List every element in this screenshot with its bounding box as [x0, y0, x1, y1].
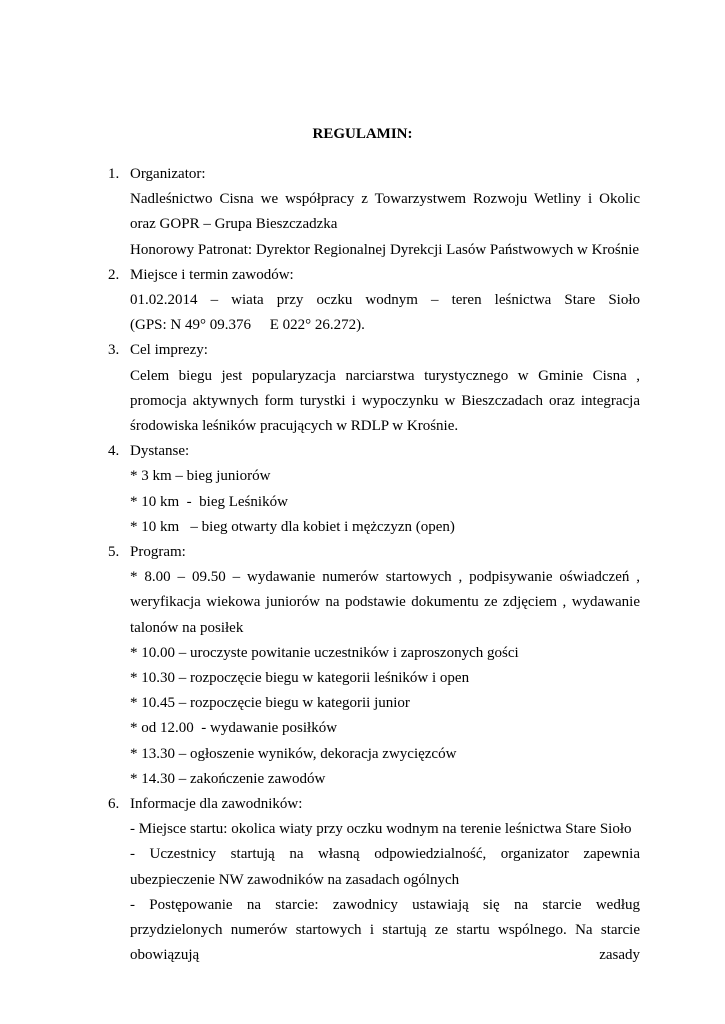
- list-item: - Miejsce startu: okolica wiaty przy oczku wodnym na terenie leśnictwa Stare Sioło: [130, 821, 632, 838]
- section-distances: [0, 439, 725, 540]
- list-item: * 10.00 – uroczyste powitanie uczestników i zaproszonych gości: [130, 644, 519, 661]
- section-paragraph: (GPS: N 49° 09.376 E 022° 26.272).: [130, 317, 365, 334]
- list-item: * 10 km - bieg Leśników: [130, 493, 288, 510]
- section-paragraph: 01.02.2014 – wiata przy oczku wodnym – teren leśnictwa Stare Sioło: [130, 292, 640, 309]
- list-item: * 13.30 – ogłoszenie wyników, dekoracja zwycięzców: [130, 745, 457, 762]
- section-organizer: [0, 162, 725, 263]
- section-number: 4.: [108, 443, 120, 460]
- list-item: * 10 km – bieg otwarty dla kobiet i mężczyzn (open): [130, 518, 455, 535]
- section-paragraph: Honorowy Patronat: Dyrektor Regionalnej Dyrekcji Lasów Państwowych w Krośnie: [130, 241, 640, 258]
- section-paragraph: Celem biegu jest popularyzacja narciarstwa turystycznego w Gminie Cisna , promocja aktywnych form turystki i wypoczynku w Bieszczadach oraz integracja środowiska leśników pracujących w RDLP w Krośnie.: [130, 367, 640, 435]
- section-purpose: [0, 338, 725, 439]
- section-number: 1.: [108, 166, 120, 182]
- section-number: 5.: [108, 544, 120, 561]
- section-heading: Program:: [130, 544, 186, 561]
- regulation-list: [0, 162, 725, 969]
- section-heading: Organizator:: [130, 166, 206, 182]
- list-item: - Postępowanie na starcie: zawodnicy ustawiają się na starcie według przydzielonych numerów startowych i startują ze startu wspólnego. Na starcie obowiązują zasady: [130, 896, 640, 964]
- list-item: * 10.30 – rozpoczęcie biegu w kategorii leśników i open: [130, 670, 470, 687]
- document-title: REGULAMIN:: [312, 126, 413, 142]
- list-item: * 14.30 – zakończenie zawodów: [130, 770, 326, 787]
- list-item: * 10.45 – rozpoczęcie biegu w kategorii junior: [130, 695, 410, 712]
- section-paragraph: Nadleśnictwo Cisna we współpracy z Towarzystwem Rozwoju Wetliny i Okolic oraz GOPR – Grupa Bieszczadzka: [130, 191, 640, 233]
- section-number: 3.: [108, 342, 120, 359]
- list-item: * 8.00 – 09.50 – wydawanie numerów startowych , podpisywanie oświadczeń , weryfikacja wiekowa juniorów na podstawie dokumentu ze zdjęciem , wydawanie talonów na posiłek: [130, 569, 640, 636]
- section-program: [0, 540, 725, 792]
- section-heading: Cel imprezy:: [130, 342, 208, 359]
- list-item: - Uczestnicy startują na własną odpowiedzialność, organizator zapewnia ubezpieczenie NW zawodników na zasadach ogólnych: [130, 846, 640, 888]
- list-item: * 3 km – bieg juniorów: [130, 468, 271, 485]
- section-place-and-date: [0, 263, 725, 339]
- list-item: * od 12.00 - wydawanie posiłków: [130, 720, 338, 737]
- section-number: 2.: [108, 266, 120, 283]
- section-heading: Dystanse:: [130, 443, 190, 460]
- section-number: 6.: [108, 796, 120, 813]
- section-heading: Miejsce i termin zawodów:: [130, 266, 294, 283]
- section-competitor-info: [0, 792, 725, 968]
- section-heading: Informacje dla zawodników:: [130, 796, 303, 813]
